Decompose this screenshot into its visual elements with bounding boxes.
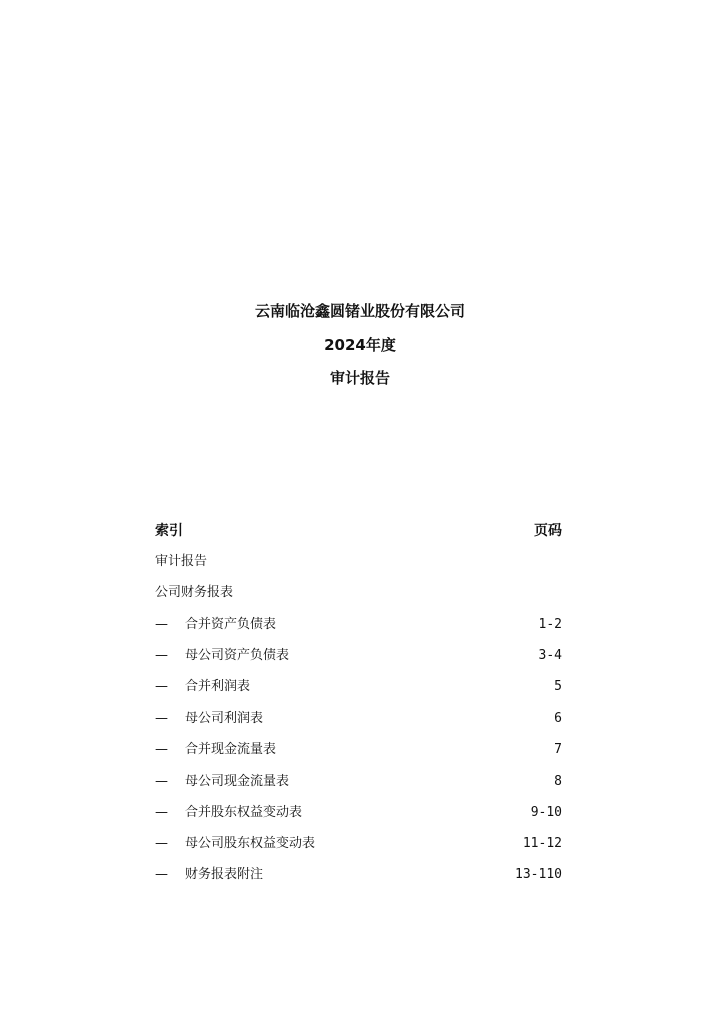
item-page: 11-12 <box>522 836 562 851</box>
index-item <box>155 709 562 729</box>
dash-mark: — <box>155 679 168 694</box>
dash-mark: — <box>155 774 168 789</box>
item-page: 9-10 <box>530 805 562 820</box>
dash-mark: — <box>155 711 168 726</box>
dash-mark: — <box>155 648 168 663</box>
dash-mark: — <box>155 742 168 757</box>
item-label: 母公司现金流量表 <box>185 774 290 789</box>
item-page: 8 <box>554 774 562 789</box>
page-header-label: 页码 <box>534 523 562 539</box>
item-label: 母公司利润表 <box>185 711 264 726</box>
item-label: 合并股东权益变动表 <box>185 805 303 820</box>
item-page: 3-4 <box>538 648 562 663</box>
dash-mark: — <box>155 805 168 820</box>
index-item <box>155 646 562 666</box>
index-item <box>155 740 562 760</box>
item-label: 合并利润表 <box>185 679 251 694</box>
item-label: 母公司股东权益变动表 <box>185 836 316 851</box>
item-page: 1-2 <box>538 617 562 632</box>
item-page: 5 <box>554 679 562 694</box>
index-section-financial-statements <box>155 583 562 603</box>
index-item <box>155 677 562 697</box>
index-item <box>155 615 562 635</box>
item-page: 7 <box>554 742 562 757</box>
item-page: 13-110 <box>515 867 562 882</box>
dash-mark: — <box>155 836 168 851</box>
dash-mark: — <box>155 617 168 632</box>
section-label: 审计报告 <box>155 554 208 569</box>
section-label: 公司财务报表 <box>155 585 234 600</box>
index-item <box>155 834 562 854</box>
index-item <box>155 865 562 885</box>
index-section-audit-report <box>155 552 562 572</box>
item-label: 母公司资产负债表 <box>185 648 290 663</box>
index-item <box>155 772 562 792</box>
report-year: 2024年度 <box>324 336 396 354</box>
dash-mark: — <box>155 867 168 882</box>
index-item <box>155 803 562 823</box>
item-label: 合并现金流量表 <box>185 742 277 757</box>
company-name: 云南临沧鑫圆锗业股份有限公司 <box>254 302 465 320</box>
item-label: 财务报表附注 <box>185 867 264 882</box>
item-label: 合并资产负债表 <box>185 617 277 632</box>
report-title: 审计报告 <box>329 369 390 387</box>
index-header <box>155 521 562 541</box>
index-header-label: 索引 <box>155 523 183 539</box>
item-page: 6 <box>554 711 562 726</box>
